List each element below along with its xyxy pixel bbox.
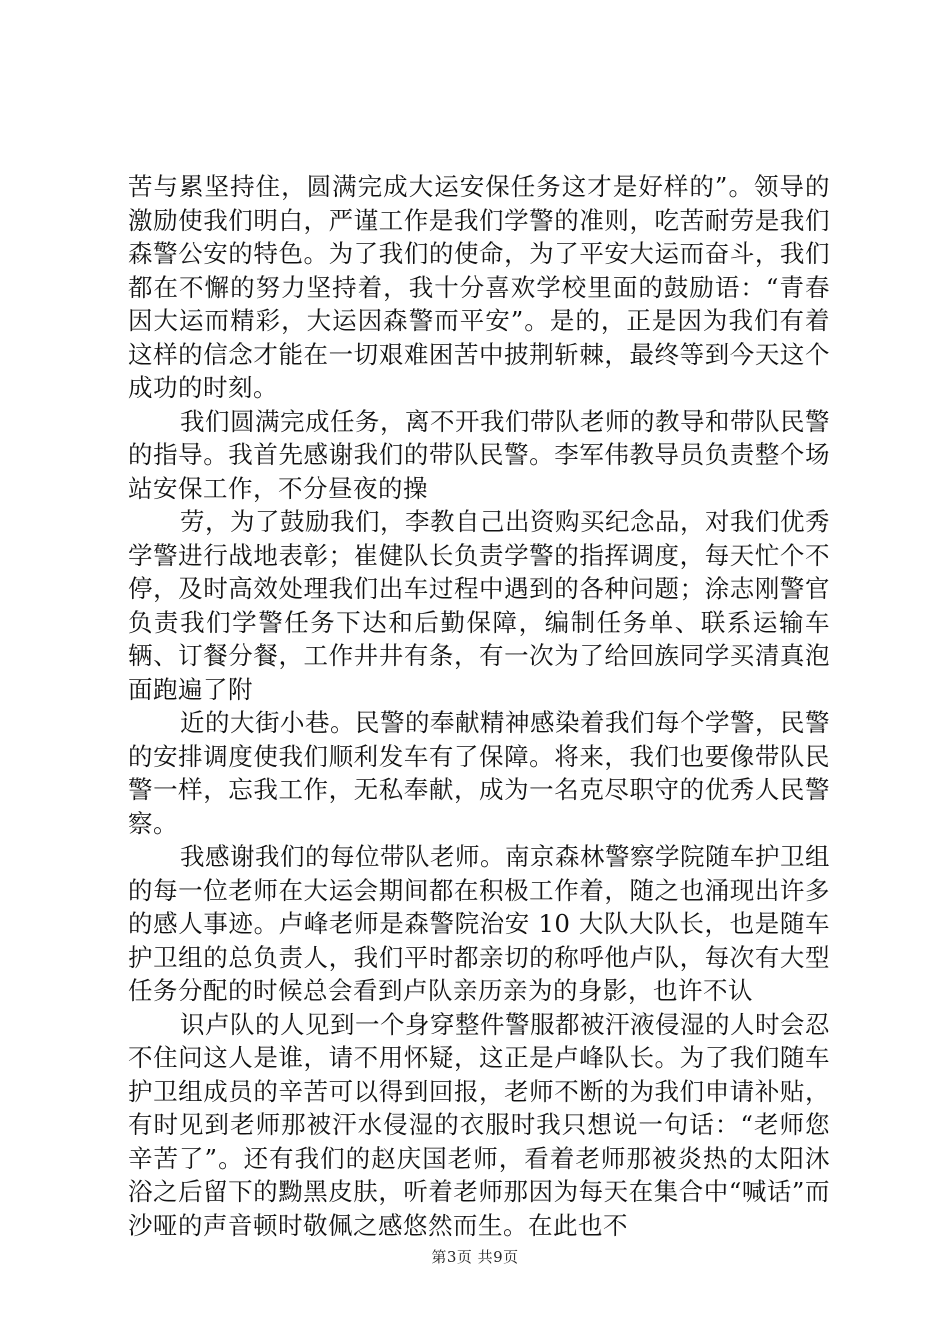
paragraph: 识卢队的人见到一个身穿整件警服都被汗液侵湿的人时会忍不住问这人是谁，请不用怀疑，这正是卢峰队长。为了我们随车护卫组成员的辛苦可以得到回报，老师不断的为我们申请补贴，有时见到老师那被汗水侵湿的衣服时我只想说一句话：“老师您辛苦了”。还有我们的赵庆国老师，看着老师那被炎热的太阳沐浴之后留下的黝黑皮肤，听着老师那因为每天在集合中“喊话”而沙哑的声音顿时敬佩之感悠然而生。在此也不 xyxy=(128,1009,830,1240)
paragraph-continued: 苦与累坚持住，圆满完成大运安保任务这才是好样的”。领导的激励使我们明白，严谨工作是我们学警的准则，吃苦耐劳是我们森警公安的特色。为了我们的使命，为了平安大运而奋斗，我们都在不懈的努力坚持着，我十分喜欢学校里面的鼓励语：“青春因大运而精彩，大运因森警而平安”。是的，正是因为我们有着这样的信念才能在一切艰难困苦中披荆斩棘，最终等到今天这个成功的时刻。 xyxy=(128,172,830,402)
paragraph: 近的大街小巷。民警的奉献精神感染着我们每个学警，民警的安排调度使我们顺利发车有了保障。将来，我们也要像带队民警一样，忘我工作，无私奉献，成为一名克尽职守的优秀人民警察。 xyxy=(128,708,830,838)
document-body xyxy=(128,170,830,1242)
page-number-footer: 第3页 共9页 xyxy=(431,1248,519,1266)
paragraph: 我们圆满完成任务，离不开我们带队老师的教导和带队民警的指导。我首先感谢我们的带队民警。李军伟教导员负责整个场站安保工作，不分昼夜的操 xyxy=(128,406,830,503)
paragraph: 劳，为了鼓励我们，李教自己出资购买纪念品，对我们优秀学警进行战地表彰；崔健队长负责学警的指挥调度，每天忙个不停，及时高效处理我们出车过程中遇到的各种问题；涂志刚警官负责我们学警任务下达和后勤保障，编制任务单、联系运输车辆、订餐分餐，工作井井有条，有一次为了给回族同学买清真泡面跑遍了附 xyxy=(128,507,830,704)
paragraph: 我感谢我们的每位带队老师。南京森林警察学院随车护卫组的每一位老师在大运会期间都在积极工作着，随之也涌现出许多的感人事迹。卢峰老师是森警院治安 10 大队大队长，也是随车护卫组的总负责人，我们平时都亲切的称呼他卢队，每次有大型任务分配的时候总会看到卢队亲历亲为的身影，也许不认 xyxy=(128,842,830,1005)
